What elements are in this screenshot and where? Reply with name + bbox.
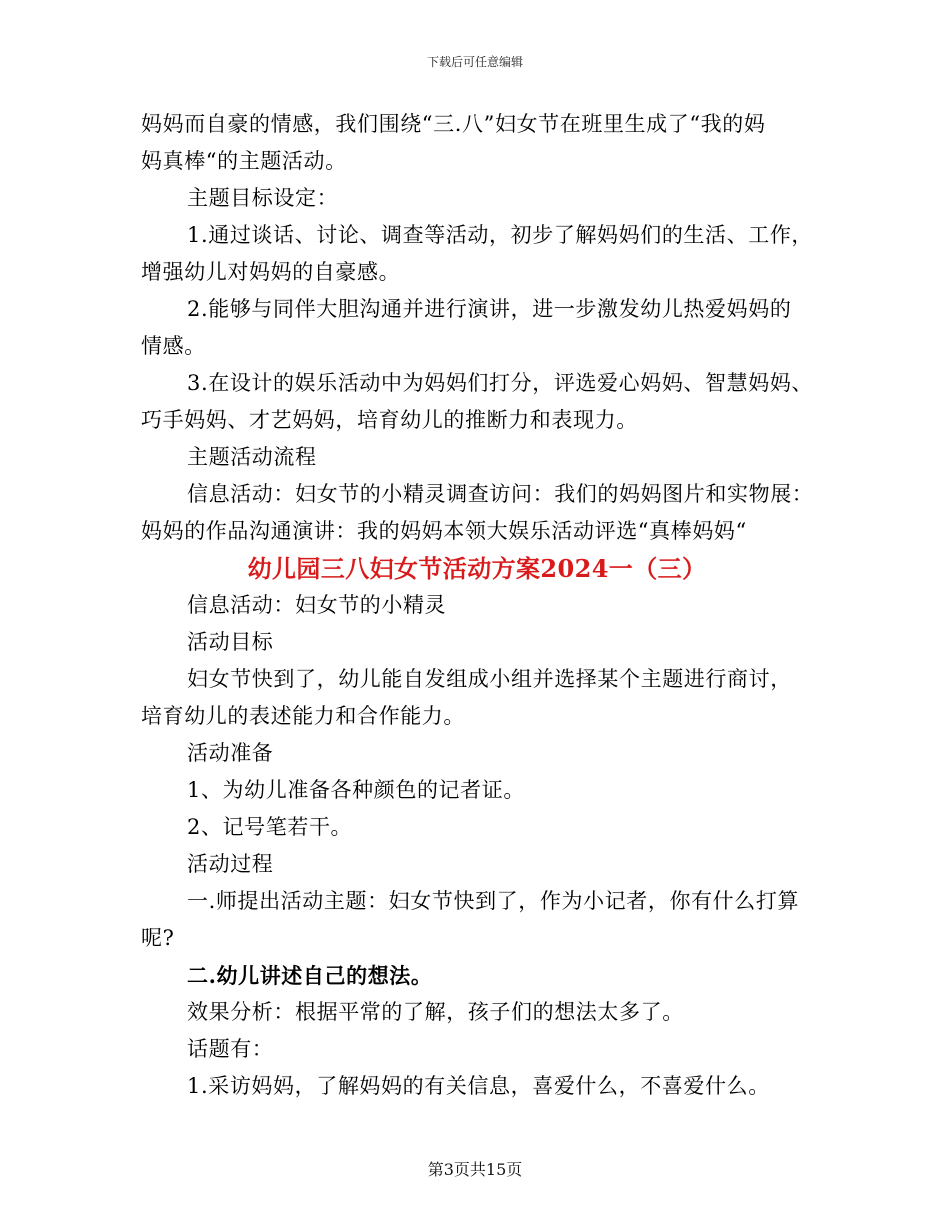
paragraph-line: 增强幼儿对妈妈的自豪感。 [141,260,401,284]
paragraph-line: 妇女节快到了，幼儿能自发组成小组并选择某个主题进行商讨， [187,667,792,691]
paragraph-line: 效果分析：根据平常的了解，孩子们的想法太多了。 [187,1000,684,1024]
paragraph-line: 呢? [141,926,175,950]
paragraph-line: 信息活动：妇女节的小精灵 [187,593,447,617]
page-header-note: 下载后可任意编辑 [426,55,523,69]
paragraph-line: 1.通过谈话、讨论、调查等活动，初步了解妈妈们的生活、工作， [187,223,814,247]
paragraph-line: 活动准备 [187,741,274,765]
paragraph-line: 2.能够与同伴大胆沟通并进行演讲，进一步激发幼儿热爱妈妈的 [187,297,792,321]
paragraph-line: 情感。 [141,334,206,358]
paragraph-line: 3.在设计的娱乐活动中为妈妈们打分，评选爱心妈妈、智慧妈妈、 [187,371,814,395]
section-title: 幼儿园三八妇女节活动方案2024一（三） [247,554,707,583]
paragraph-line: 活动目标 [187,630,274,654]
page-number: 第3页共15页 [427,1160,523,1179]
paragraph-line: 2、记号笔若干。 [187,815,353,839]
paragraph-line: 培育幼儿的表述能力和合作能力。 [141,704,465,728]
paragraph-line: 妈妈而自豪的情感，我们围绕“三.八”妇女节在班里生成了“我的妈 [141,112,766,136]
paragraph-line: 1.采访妈妈，了解妈妈的有关信息，喜爱什么，不喜爱什么。 [187,1074,770,1098]
paragraph-line: 主题活动流程 [187,445,317,469]
paragraph-line: 信息活动：妇女节的小精灵调查访问：我们的妈妈图片和实物展： [187,482,814,506]
paragraph-line: 一.师提出活动主题：妇女节快到了，作为小记者，你有什么打算 [187,889,800,913]
document-body [141,106,813,1105]
paragraph-line-bold: 二.幼儿讲述自己的想法。 [187,963,433,988]
paragraph-line: 活动过程 [187,852,274,876]
paragraph-line: 主题目标设定： [187,186,339,210]
paragraph-line: 巧手妈妈、才艺妈妈，培育幼儿的推断力和表现力。 [141,408,638,432]
paragraph-line: 妈妈的作品沟通演讲：我的妈妈本领大娱乐活动评选“真棒妈妈“ [141,519,747,543]
paragraph-line: 妈真棒“的主题活动。 [141,149,347,173]
paragraph-line: 话题有： [187,1037,274,1061]
paragraph-line: 1、为幼儿准备各种颜色的记者证。 [187,778,525,802]
